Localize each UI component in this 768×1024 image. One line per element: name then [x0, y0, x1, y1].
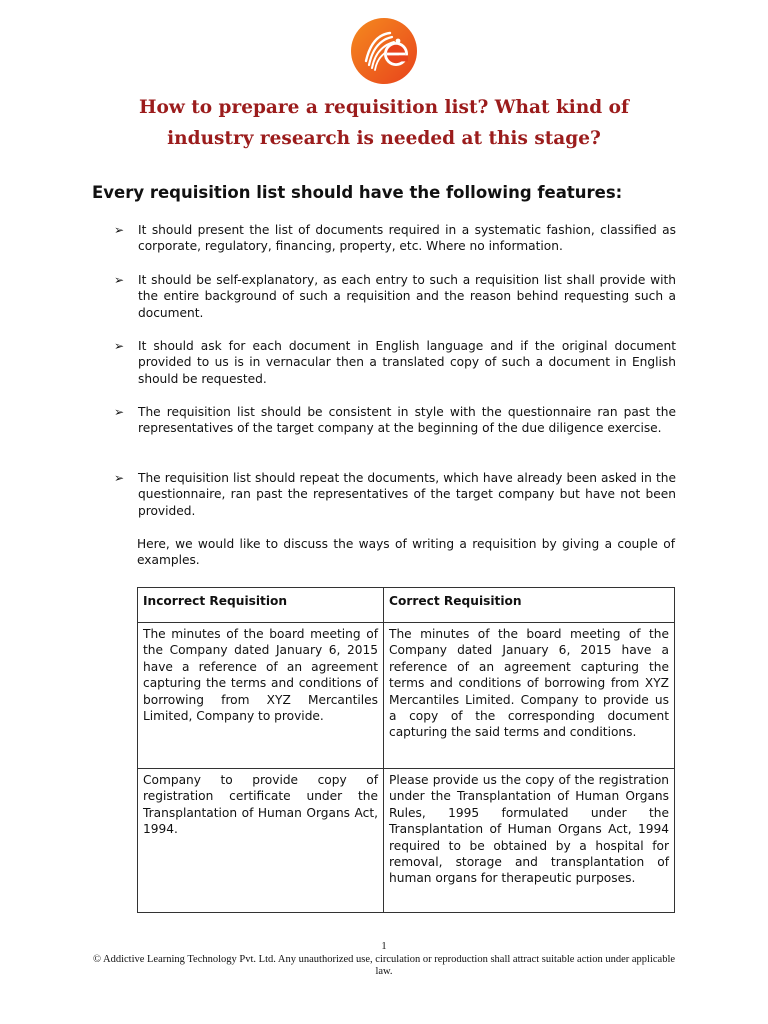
- page-number: 1: [381, 941, 387, 952]
- page-footer: [90, 941, 678, 979]
- feature-item: [114, 338, 676, 404]
- table-cell-incorrect: Company to provide copy of registration certificate under the Transplantation of Human Organs Act, 1994.: [138, 769, 384, 913]
- feature-text: It should ask for each document in English language and if the original document provided to us is in vernacular then a translated copy of such a document in English should be requested.: [138, 339, 676, 386]
- table-row: [138, 623, 675, 769]
- table-header-row: [138, 588, 675, 623]
- ale-logo-icon: [350, 17, 418, 85]
- feature-text: The requisition list should repeat the documents, which have already been asked in the questionnaire, ran past the representatives of the target company but have not been provided.: [138, 471, 676, 518]
- feature-text: The requisition list should be consistent in style with the questionnaire ran past the representatives of the target company at the beginning of the due diligence exercise.: [138, 405, 676, 436]
- title-line-2: industry research is needed at this stage?: [167, 128, 601, 149]
- arrow-bullet-icon: ➢: [114, 223, 125, 237]
- page-title: [60, 92, 708, 154]
- feature-item: [114, 404, 676, 470]
- column-header-incorrect: Incorrect Requisition: [138, 588, 384, 623]
- copyright-notice: © Addictive Learning Technology Pvt. Ltd. Any unauthorized use, circulation or reproduction shall attract suitable action under applicable law.: [92, 953, 676, 978]
- intro-paragraph: Here, we would like to discuss the ways of writing a requisition by giving a couple of examples.: [137, 537, 675, 568]
- table-row: [138, 769, 675, 913]
- features-heading: Every requisition list should have the following features:: [92, 183, 623, 202]
- feature-item: [114, 470, 676, 520]
- table-cell-correct: Please provide us the copy of the registration under the Transplantation of Human Organs Rules, 1995 formulated under the Transplantation of Human Organs Act, 1994 required to be obtained by a hospital for removal, storage and transplantation of human organs for therapeutic purposes.: [384, 769, 675, 913]
- table-cell-correct: The minutes of the board meeting of the Company dated January 6, 2015 have a reference of an agreement capturing the terms and conditions of borrowing from XYZ Mercantiles Limited. Company to provide us a copy of the corresponding document capturing the said terms and conditions.: [384, 623, 675, 769]
- requisition-table: [137, 587, 675, 913]
- feature-item: [114, 272, 676, 338]
- arrow-bullet-icon: ➢: [114, 339, 125, 353]
- feature-text: It should be self-explanatory, as each entry to such a requisition list shall provide with the entire background of such a requisition and the reason behind requesting such a document.: [138, 273, 676, 320]
- table-cell-incorrect: The minutes of the board meeting of the Company dated January 6, 2015 have a reference of an agreement capturing the terms and conditions of borrowing from XYZ Mercantiles Limited, Company to provide.: [138, 623, 384, 769]
- features-list: [114, 222, 676, 520]
- arrow-bullet-icon: ➢: [114, 471, 125, 485]
- feature-item: [114, 222, 676, 272]
- arrow-bullet-icon: ➢: [114, 405, 125, 419]
- arrow-bullet-icon: ➢: [114, 273, 125, 287]
- feature-text: It should present the list of documents required in a systematic fashion, classified as corporate, regulatory, financing, property, etc. Where no information.: [138, 223, 676, 254]
- title-line-1: How to prepare a requisition list? What kind of: [139, 97, 629, 118]
- column-header-correct: Correct Requisition: [384, 588, 675, 623]
